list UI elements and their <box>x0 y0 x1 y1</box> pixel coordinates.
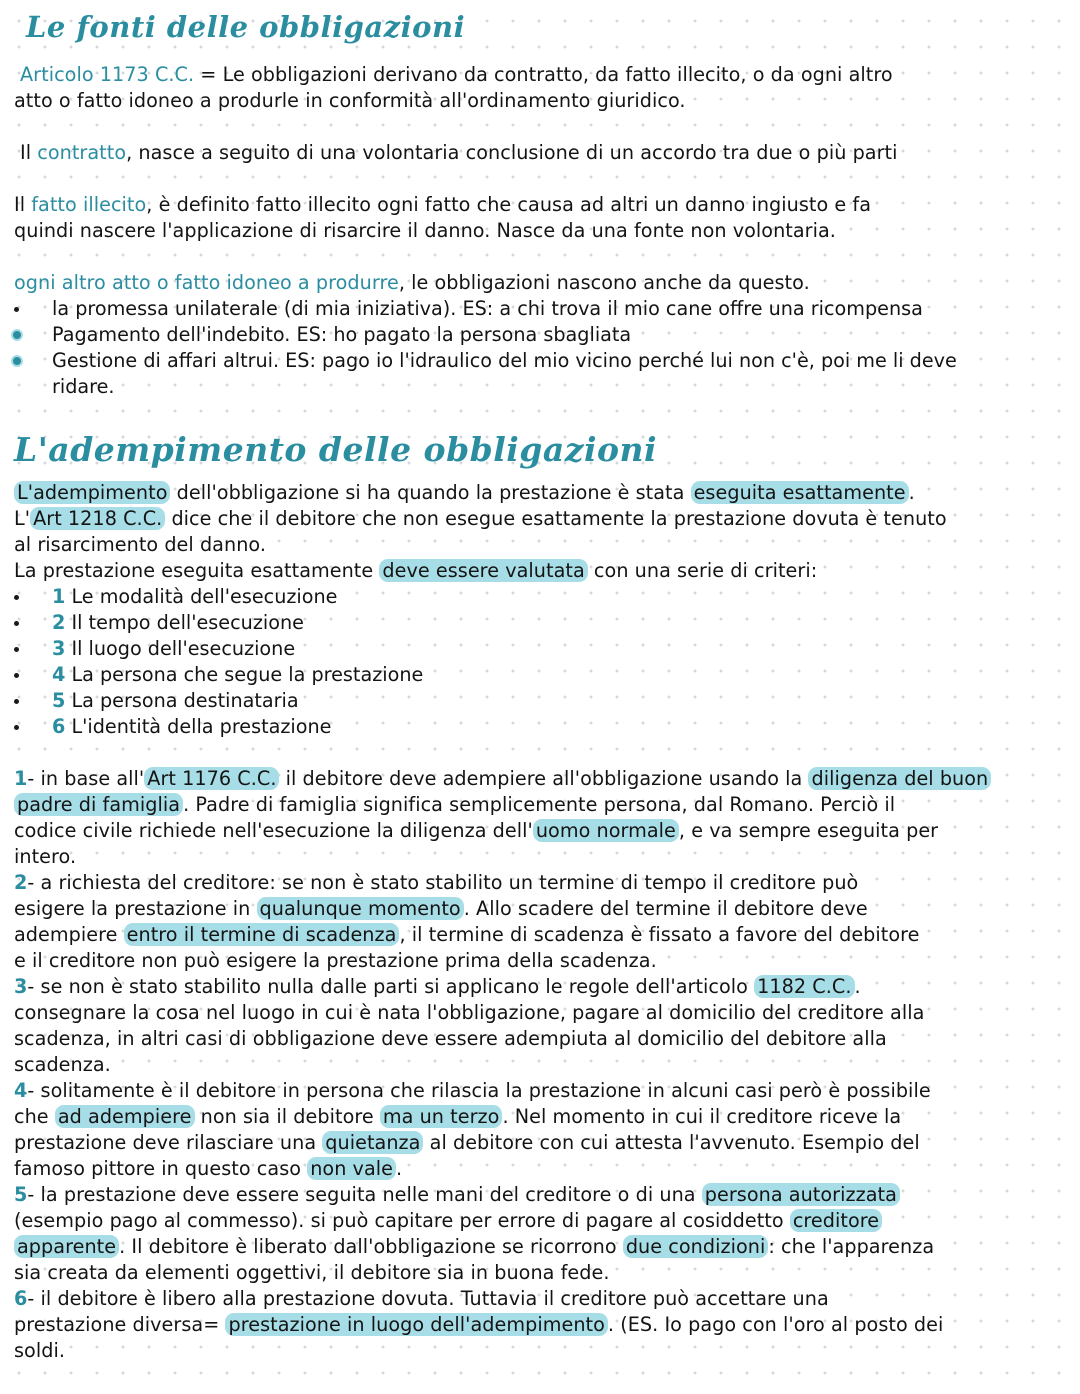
p3-line-2: consegnare la cosa nel luogo in cui è nata l'obbligazione, pagare al domicilio del creditore alla <box>14 1001 925 1024</box>
p2-line-2: esigere la prestazione in qualunque momento . Allo scadere del termine il debitore deve <box>14 897 868 920</box>
list-item: 4 La persona che segue la prestazione <box>52 663 424 686</box>
adempimento-intro: L'adempimento dell'obbligazione si ha quando la prestazione è stata eseguita esattamente . <box>14 480 915 506</box>
section-title-fonti: Le fonti delle obbligazioni <box>26 10 466 44</box>
contratto-line: Il contratto, nasce a seguito di una volontaria conclusione di un accordo tra due o più parti <box>20 141 898 164</box>
p3-line-3: scadenza, in altri casi di obbligazione deve essere adempiuta al domicilio del debitore alla <box>14 1027 887 1050</box>
highlight-eseguita: eseguita esattamente <box>691 481 909 504</box>
p5-line-1: 5- la prestazione deve essere seguita nelle mani del creditore o di una persona autorizzata <box>14 1182 900 1208</box>
p4-line-1: 4- solitamente è il debitore in persona che rilascia la prestazione in alcuni casi però è possibile <box>14 1079 931 1102</box>
list-item: 2 Il tempo dell'esecuzione <box>52 611 304 634</box>
list-item: 5 La persona destinataria <box>52 689 299 712</box>
p5-line-3: apparente . Il debitore è liberato dall'obbligazione se ricorrono due condizioni : che l'apparenza <box>14 1234 934 1260</box>
p6-line-1: 6- il debitore è libero alla prestazione dovuta. Tuttavia il creditore può accettare una <box>14 1287 829 1310</box>
p4-line-3: prestazione deve rilasciare una quietanza al debitore con cui attesta l'avvenuto. Esempio del <box>14 1131 920 1154</box>
p5-line-2: (esempio pago al commesso). si può capitare per errore di pagare al cosiddetto creditore <box>14 1208 882 1234</box>
highlight-adempimento: L'adempimento <box>14 481 170 504</box>
p3-line-1: 3- se non è stato stabilito nulla dalle parti si applicano le regole dell'articolo 1182 C.C. . <box>14 975 861 998</box>
p4-line-2: che ad adempiere non sia il debitore ma un terzo . Nel momento in cui il creditore riceve la <box>14 1105 902 1128</box>
illecito-line-2: quindi nascere l'applicazione di risarcire il danno. Nasce da una fonte non volontaria. <box>14 219 836 242</box>
p3-line-4: scadenza. <box>14 1053 111 1076</box>
term-fatto-illecito: fatto illecito <box>31 193 147 216</box>
p1-line-2: padre di famiglia . Padre di famiglia significa semplicemente persona, dal Romano. Perciò il <box>14 792 895 818</box>
art1173-line-2: atto o fatto idoneo a produrle in conformità all'ordinamento giuridico. <box>14 89 686 112</box>
highlight-valutata: deve essere valutata <box>379 559 587 582</box>
illecito-line-1: Il fatto illecito, è definito fatto illecito ogni fatto che causa ad altri un danno ingiusto e fa <box>14 193 872 216</box>
p6-line-3: soldi. <box>14 1339 65 1362</box>
term-contratto: contratto <box>37 141 127 164</box>
p4-line-4: famoso pittore in questo caso non vale . <box>14 1157 403 1180</box>
list-item: Pagamento dell'indebito. ES: ho pagato la persona sbagliata <box>52 323 632 346</box>
list-item: 6 L'identità della prestazione <box>52 715 332 738</box>
list-item: la promessa unilaterale (di mia iniziativa). ES: a chi trova il mio cane offre una ricompensa <box>52 297 923 320</box>
p1-line-1: 1- in base all' Art 1176 C.C. il debitore deve adempiere all'obbligazione usando la diligenza del buon <box>14 766 991 792</box>
art1173-line-1: Articolo 1173 C.C. = Le obbligazioni derivano da contratto, da fatto illecito, o da ogni altro <box>20 63 893 86</box>
art1218-line-1: L' Art 1218 C.C. dice che il debitore che non esegue esattamente la prestazione dovuta è tenuto <box>14 507 947 530</box>
art1173-ref: Articolo 1173 C.C. <box>20 63 195 86</box>
p1-line-4: intero. <box>14 845 77 868</box>
term-ogni-altro-atto: ogni altro atto o fatto idoneo a produrre <box>14 271 399 294</box>
list-item: 3 Il luogo dell'esecuzione <box>52 637 296 660</box>
list-item-continuation: ridare. <box>52 375 115 398</box>
list-item: 1 Le modalità dell'esecuzione <box>52 585 338 608</box>
p6-line-2: prestazione diversa= prestazione in luogo dell'adempimento . (ES. Io pago con l'oro al posto dei <box>14 1313 944 1336</box>
p1-line-3: codice civile richiede nell'esecuzione la diligenza dell' uomo normale , e va sempre eseguita per <box>14 819 939 842</box>
criteri-line: La prestazione eseguita esattamente deve essere valutata con una serie di criteri: <box>14 559 818 582</box>
art1218-line-2: al risarcimento del danno. <box>14 533 267 556</box>
p2-line-1: 2- a richiesta del creditore: se non è stato stabilito un termine di tempo il creditore può <box>14 871 859 894</box>
p2-line-3: adempiere entro il termine di scadenza , il termine di scadenza è fissato a favore del debitore <box>14 923 920 946</box>
altro-line: ogni altro atto o fatto idoneo a produrre, le obbligazioni nascono anche da questo. <box>14 271 810 294</box>
p5-line-4: sia creata da elementi oggettivi, il debitore sia in buona fede. <box>14 1261 610 1284</box>
art1176-ref: Art 1176 C.C. <box>144 767 279 790</box>
p2-line-4: e il creditore non può esigere la prestazione prima della scadenza. <box>14 949 657 972</box>
list-item: Gestione di affari altrui. ES: pago io l'idraulico del mio vicino perché lui non c'è, poi me li deve <box>52 349 957 372</box>
section-title-adempimento: L'adempimento delle obbligazioni <box>14 430 658 469</box>
art1218-ref: Art 1218 C.C. <box>30 507 165 530</box>
